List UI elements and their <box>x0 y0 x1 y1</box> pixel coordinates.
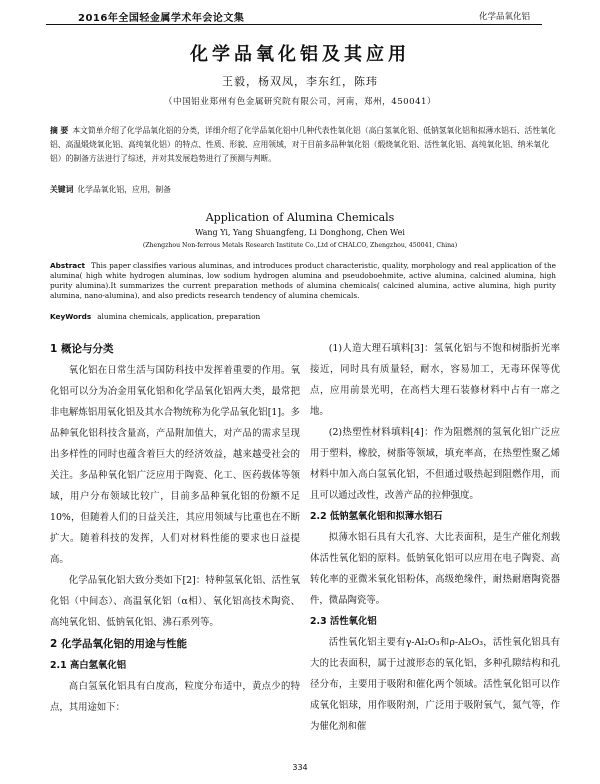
body-column-right <box>310 338 560 737</box>
paper-title: 化学品氧化铝及其应用 <box>190 44 410 65</box>
keywords-en-text: alumina chemicals, application, preparation <box>97 312 261 321</box>
header-rule <box>46 24 542 25</box>
keywords-en <box>50 312 260 321</box>
keywords-cn-label: 关键词 <box>50 185 74 194</box>
body-paragraph: 活性氧化铝主要有γ-Al₂O₃和ρ-Al₂O₃，活性氧化铝具有大的比表面积，属于过渡形态的氧化铝，多种孔隙结构和孔径分布，主要用于吸附和催化两个领域。活性氧化铝可以作成氧化铝球，用作吸附剂，广泛用于吸附氧气，氮气等，作为催化剂和催 <box>310 637 560 732</box>
running-header-left: 2016年全国轻金属学术年会论文集 <box>78 13 245 24</box>
english-title: Application of Alumina Chemicals <box>205 211 395 224</box>
english-authors: Wang Yi, Yang Shuangfeng, Li Donghong, Chen Wei <box>195 228 405 237</box>
section-heading: 2 化学品氧化铝的用途与性能 <box>50 638 187 650</box>
body-paragraph: 拟薄水铝石具有大孔容、大比表面积，是生产催化剂载体活性氧化铝的原料。低钠氧化铝可以应用在电子陶瓷、高转化率的亚微米氧化铝粉体，高级绝缘件，耐热耐磨陶瓷器件，微晶陶瓷等。 <box>310 532 560 606</box>
page-number: 334 <box>292 763 308 772</box>
keywords-cn <box>50 184 171 195</box>
abstract-cn-label: 摘 要 <box>50 126 69 135</box>
subsection-heading: 2.1 高白氢氧化铝 <box>50 660 127 671</box>
english-affiliation: (Zhengzhou Non-ferrous Metals Research Institute Co.,Ltd of CHALCO, Zhengzhou, 450041, China) <box>142 242 458 249</box>
running-header-right: 化学品氧化铝 <box>478 12 530 22</box>
body-paragraph: 化学品氧化铝大致分类如下[2]：特种氢氧化铝、活性氧化铝（中间态）、高温氧化铝（α相）、氧化铝高技术陶瓷、高纯氧化铝、低钠氧化铝、沸石系列等。 <box>50 575 300 628</box>
abstract-cn <box>50 124 556 166</box>
body-paragraph: (1)人造大理石填料[3]：氢氧化铝与不饱和树脂折光率接近，同时具有质量轻，耐水，容易加工，无毒环保等优点，应用前景光明，在高档大理石装修材料中占有一席之地。 <box>310 343 560 417</box>
abstract-en <box>50 261 556 301</box>
affiliation: （中国铝业郑州有色金属研究院有限公司，河南，郑州，450041） <box>163 97 437 107</box>
keywords-cn-text: 化学品氧化铝，应用，制备 <box>77 185 171 194</box>
abstract-en-label: Abstract <box>50 261 86 270</box>
keywords-en-label: KeyWords <box>50 312 92 321</box>
subsection-heading: 2.2 低钠氢氧化铝和拟薄水铝石 <box>310 511 443 522</box>
author-list: 王毅，杨双凤，李东红，陈玮 <box>222 75 378 88</box>
body-column-left <box>50 338 300 718</box>
abstract-cn-text: 本文简单介绍了化学品氧化铝的分类，详细介绍了化学品氧化铝中几种代表性氧化铝（高白氢氧化铝、低钠氢氧化铝和拟薄水铝石、活性氧化铝、高温煅烧氧化铝、高纯氧化铝）的特点、性质、形貌、应用领域，对于目前多品种氧化铝（煅烧氧化铝、活性氧化铝、高纯氧化铝、纳米氧化铝）的制备方法进行了综述，并对其发展趋势进行了预测与判断。 <box>50 126 556 163</box>
subsection-heading: 2.3 活性氧化铝 <box>310 616 377 627</box>
section-heading: 1 概论与分类 <box>50 343 114 355</box>
abstract-en-text: This paper classifies various aluminas, and introduces product characteristic, quality, morphology and real application of the alumina( high white hydrogen aluminas, low sodium hydrogen alumina and pseudoboehmite, active alumina, calcined alumina, high purity alumina).It summarizes the current preparation methods of alumina chemicals( calcined alumina, active alumina, high purity alumina, nano-alumina), and also predicts research tendency of alumina chemicals. <box>50 261 556 300</box>
body-paragraph: 氧化铝在日常生活与国防科技中发挥着重要的作用。氧化铝可以分为冶金用氧化铝和化学品氧化铝两大类，最常把非电解炼铝用氧化铝及其水合物统称为化学品氧化铝[1]。多品种氧化铝科技含量高，产品附加值大，对产品的需求呈现出多样性的同时也蕴含着巨大的经济效益，越来越受社会的关注。多品种氧化铝广泛应用于陶瓷、化工、医药载体等领域，用户分布领域比较广，目前多品种氧化铝的份额不足10%，但随着人们的日益关注，其应用领域与比重也在不断扩大。随着科技的发挥，人们对材料性能的要求也日益提高。 <box>50 365 300 565</box>
body-paragraph: 高白氢氧化铝具有白度高，粒度分布适中，黄点少的特点，其用途如下： <box>50 681 300 713</box>
body-paragraph: (2)热塑性材料填料[4]：作为阻燃剂的氢氧化铝广泛应用于塑料，橡胶，树脂等领域，填充率高，在热塑性聚乙烯材料中加入高白氢氧化铝，不但通过吸热起到阻燃作用，而且可以通过改性，改善产品的拉伸强度。 <box>310 427 560 501</box>
